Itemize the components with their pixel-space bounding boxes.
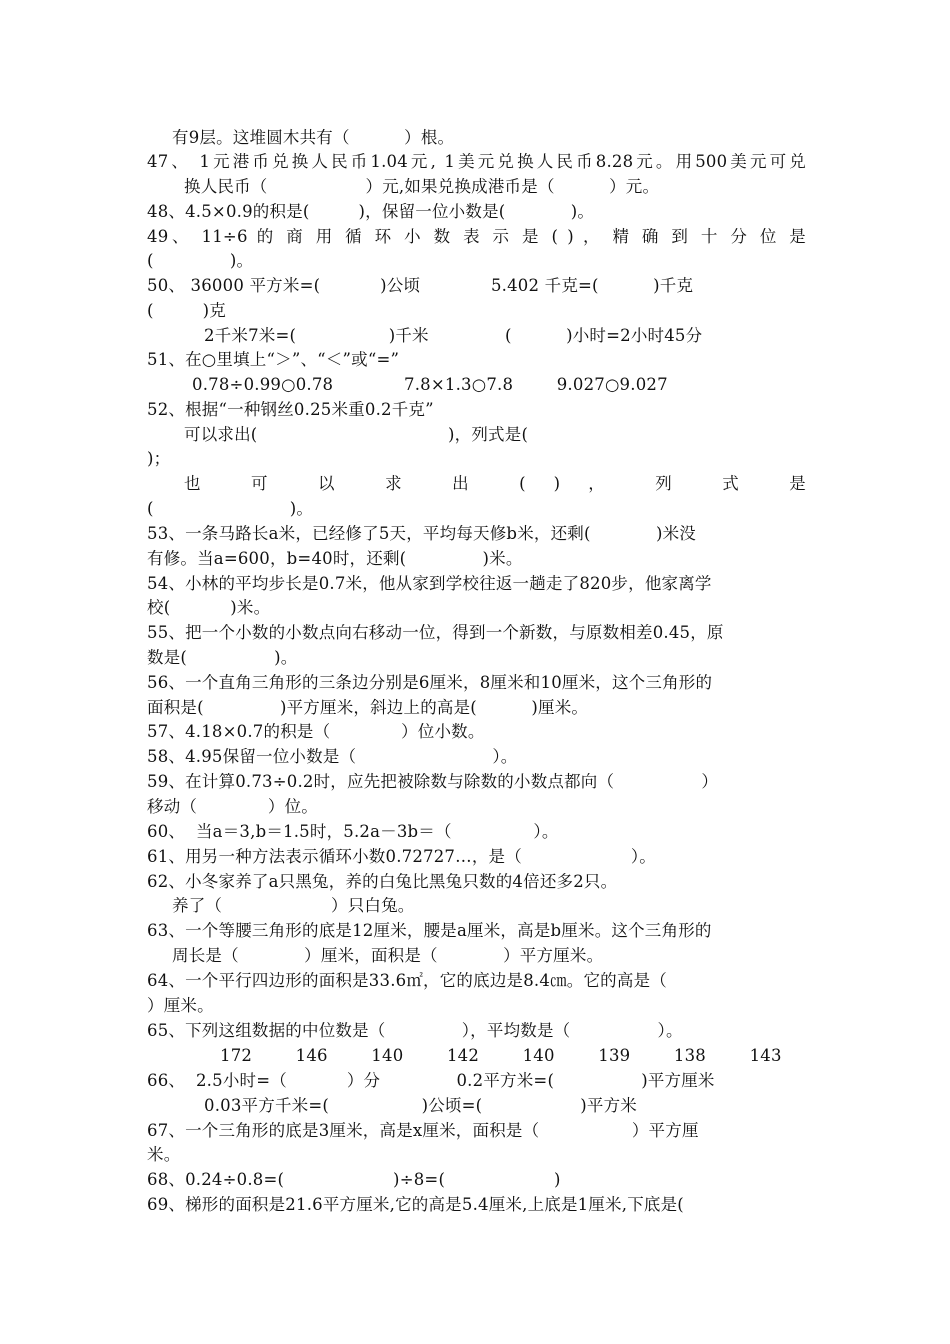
text-line: 数是( )。 [147,648,298,667]
question-60: 60、 当a＝3,b＝1.5时，5.2a－3b＝（ ）。 [147,822,559,841]
text-line: )； [147,449,171,468]
text-line: 换人民币（ ）元,如果兑换成港币是（ ）元。 [184,177,660,196]
question-68: 68、0.24÷0.8=( )÷8=( ) [147,1170,561,1189]
question-64: 64、一个平行四边形的面积是33.6㎡，它的底边是8.4㎝。它的高是（ [147,971,667,990]
question-49: 49、 11÷6 的 商 用 循 环 小 数 表 示 是 ( ) ， 精 确 到 十 分 位 是 [147,227,806,246]
text-line: ( )。 [147,499,314,518]
question-50: 50、 36000 平方米=( )公顷 5.402 千克=( )千克 [147,276,694,295]
text-line: 172 146 140 142 140 139 138 143 [220,1046,782,1065]
text-line: 2千米7米=( )千米 ( )小时=2小时45分 [204,326,703,345]
text-line: 有9层。这堆圆木共有（ ）根。 [172,128,455,147]
text-line: 养了（ ）只白兔。 [172,896,415,915]
question-62: 62、小冬家养了a只黑兔，养的白兔比黑兔只数的4倍还多2只。 [147,872,618,891]
question-67: 67、一个三角形的底是3厘米，高是x厘米，面积是（ ）平方厘 [147,1121,699,1140]
question-52: 52、根据“一种钢丝0.25米重0.2千克” [147,400,434,419]
question-63: 63、一个等腰三角形的底是12厘米，腰是a厘米，高是b厘米。这个三角形的 [147,921,712,940]
question-55: 55、把一个小数的小数点向右移动一位，得到一个新数，与原数相差0.45，原 [147,623,724,642]
text-line: 有修。当a=600，b=40时，还剩( )米。 [147,549,523,568]
question-47: 47、 1元港币兑换人民币1.04元, 1美元兑换人民币8.28元。用500美元可兑 [147,152,806,171]
text-line: ( )。 [147,251,254,270]
question-53: 53、一条马路长a米，已经修了5天，平均每天修b米，还剩( )米没 [147,524,697,543]
text-line: 米。 [147,1145,181,1164]
text-line: ( )克 [147,301,226,320]
text-line: 可以求出( )，列式是( [184,425,529,444]
question-48: 48、4.5×0.9的积是( )，保留一位小数是( )。 [147,202,595,221]
question-59: 59、在计算0.73÷0.2时，应先把被除数与除数的小数点都向（ ） [147,772,719,791]
question-51: 51、在○里填上“＞”、“＜”或“=” [147,350,400,369]
question-58: 58、4.95保留一位小数是（ ）。 [147,747,518,766]
question-69: 69、梯形的面积是21.6平方厘米,它的高是5.4厘米,上底是1厘米,下底是( [147,1195,684,1214]
text-line: 0.78÷0.99○0.78 7.8×1.3○7.8 9.027○9.027 [192,375,668,394]
text-line: 面积是( )平方厘米，斜边上的高是( )厘米。 [147,698,589,717]
text-line: 0.03平方千米=( )公顷=( )平方米 [204,1096,638,1115]
question-56: 56、一个直角三角形的三条边分别是6厘米，8厘米和10厘米，这个三角形的 [147,673,713,692]
text-line: 周长是（ ）厘米，面积是（ ）平方厘米。 [172,946,604,965]
question-57: 57、4.18×0.7的积是（ ）位小数。 [147,722,485,741]
text-line: ）厘米。 [147,996,214,1015]
text-line: 移动（ ）位。 [147,797,318,816]
question-65: 65、下列这组数据的中位数是（ ），平均数是（ ）。 [147,1021,683,1040]
text-line: 也 可 以 求 出 ( ) ， 列 式 是 [184,474,806,493]
question-66: 66、 2.5小时=（ ）分 0.2平方米=( )平方厘米 [147,1071,715,1090]
text-line: 校( )米。 [147,598,271,617]
question-54: 54、小林的平均步长是0.7米，他从家到学校往返一趟走了820步，他家离学 [147,574,712,593]
question-61: 61、用另一种方法表示循环小数0.72727…，是（ ）。 [147,847,656,866]
